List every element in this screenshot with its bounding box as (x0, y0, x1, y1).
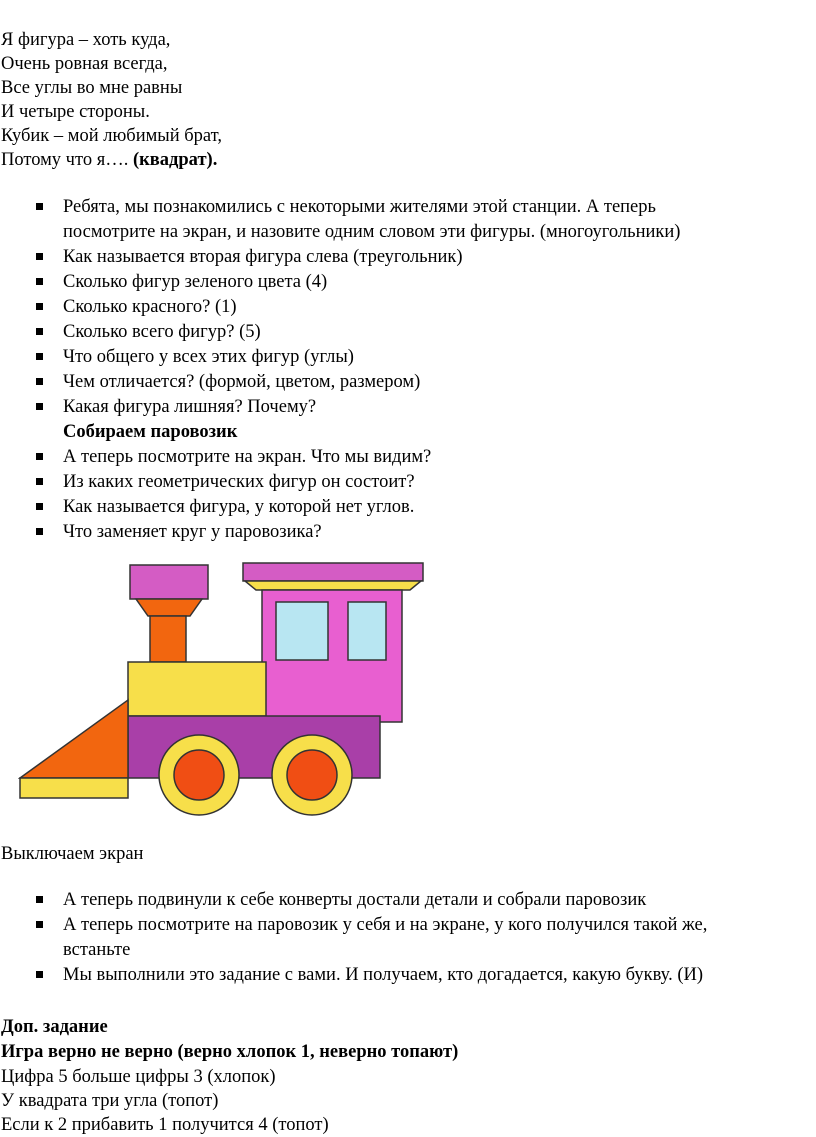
bullet-icon (36, 352, 46, 362)
cab-roof-trim (245, 581, 421, 590)
cab-window (348, 602, 386, 660)
cab-roof (243, 563, 423, 581)
bullet-icon (36, 502, 46, 512)
front-bumper (20, 778, 128, 798)
poem-answer: (квадрат). (132, 150, 218, 170)
poem-line-last (1, 148, 217, 172)
game-line: Цифра 5 больше цифры 3 (хлопок) (1, 1067, 276, 1087)
section-heading: Собираем паровозик (63, 422, 238, 442)
bullet-icon (36, 452, 46, 462)
game-title: Игра верно не верно (верно хлопок 1, неверно топают) (1, 1042, 459, 1062)
train-illustration (18, 560, 428, 820)
bullet-icon (36, 327, 46, 337)
poem-line: Я фигура – хоть куда, (1, 30, 171, 50)
list-item: Из каких геометрических фигур он состоит? (63, 472, 415, 492)
poem-last-prefix: Потому что я…. (1, 150, 133, 170)
list-item: А теперь посмотрите на паровозик у себя и на экране, у кого получился такой же, (63, 915, 708, 935)
front-wheel-hub (174, 750, 224, 800)
list-item: Чем отличается? (формой, цветом, размером) (63, 372, 421, 392)
bullet-icon (36, 202, 46, 212)
list-item: Как называется фигура, у которой нет углов. (63, 497, 415, 517)
bullet-icon (36, 895, 46, 905)
list-item: Ребята, мы познакомились с некоторыми жителями этой станции. А теперь (63, 197, 656, 217)
bullet-icon (36, 252, 46, 262)
bullet-icon (36, 477, 46, 487)
list-item: А теперь подвинули к себе конверты достали детали и собрали паровозик (63, 890, 647, 910)
game-line: У квадрата три угла (топот) (1, 1091, 219, 1111)
boiler (128, 662, 266, 716)
poem-line: Кубик – мой любимый брат, (1, 126, 222, 146)
poem-line: Очень ровная всегда, (1, 54, 168, 74)
bullet-icon (36, 302, 46, 312)
list-item: Что общего у всех этих фигур (углы) (63, 347, 354, 367)
chimney-top (130, 565, 208, 599)
cab-window (276, 602, 328, 660)
chimney-funnel (136, 599, 202, 616)
bullet-icon (36, 377, 46, 387)
bullet-icon (36, 920, 46, 930)
screen-off-text: Выключаем экран (1, 844, 144, 864)
list-item: Сколько всего фигур? (5) (63, 322, 261, 342)
list-item: Сколько фигур зеленого цвета (4) (63, 272, 328, 292)
poem-line: И четыре стороны. (1, 102, 150, 122)
rear-wheel-hub (287, 750, 337, 800)
bullet-icon (36, 970, 46, 980)
cowcatcher (20, 700, 128, 778)
list-item: Какая фигура лишняя? Почему? (63, 397, 317, 417)
chimney-pipe (150, 616, 186, 662)
list-item-continuation: посмотрите на экран, и назовите одним словом эти фигуры. (многоугольники) (63, 222, 681, 242)
poem-line: Все углы во мне равны (1, 78, 183, 98)
list-item: Сколько красного? (1) (63, 297, 237, 317)
list-item: А теперь посмотрите на экран. Что мы видим? (63, 447, 432, 467)
bullet-icon (36, 402, 46, 412)
extra-task-title: Доп. задание (1, 1017, 108, 1037)
bullet-icon (36, 277, 46, 287)
game-line: Если к 2 прибавить 1 получится 4 (топот) (1, 1115, 329, 1135)
bullet-icon (36, 527, 46, 537)
list-item: Как называется вторая фигура слева (треугольник) (63, 247, 463, 267)
list-item: Мы выполнили это задание с вами. И получаем, кто догадается, какую букву. (И) (63, 965, 704, 985)
list-item-continuation: встаньте (63, 940, 131, 960)
list-item: Что заменяет круг у паровозика? (63, 522, 322, 542)
